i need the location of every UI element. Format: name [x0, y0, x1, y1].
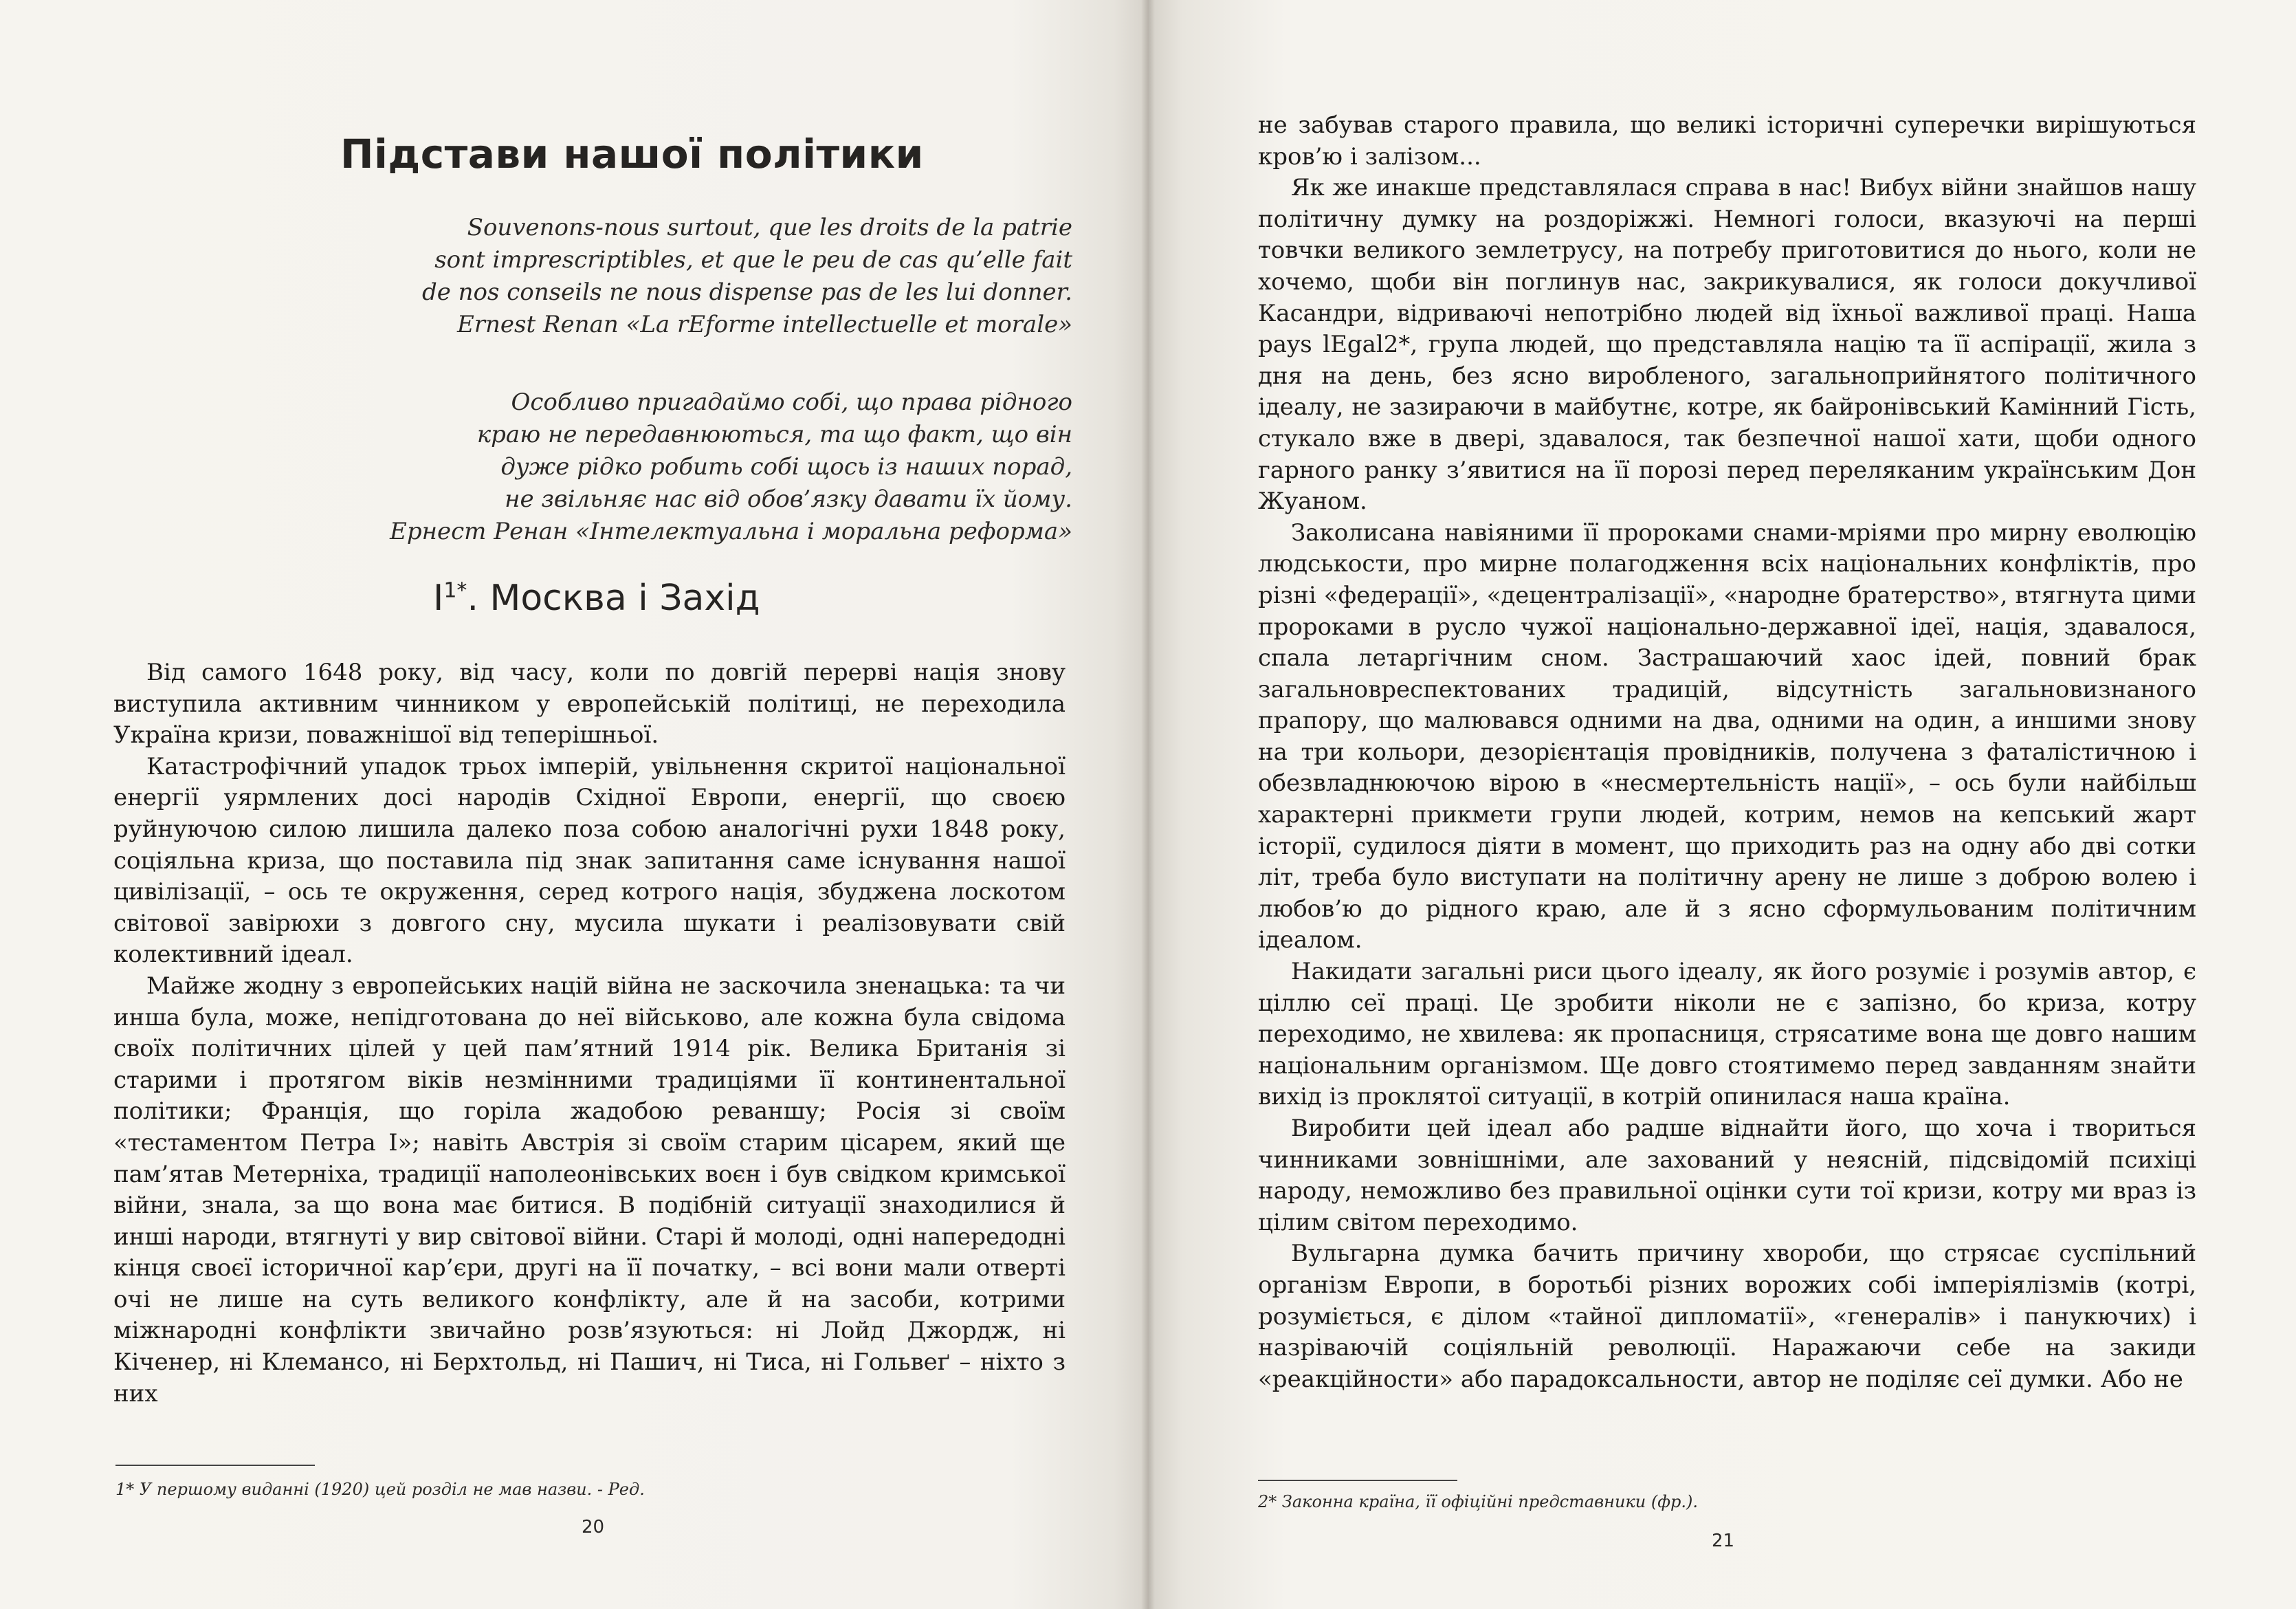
footnote-rule: [1258, 1480, 1457, 1481]
footnote: 1* У першому виданні (1920) цей розділ не мав назви. - Ред.: [115, 1480, 645, 1499]
paragraph: Катастрофічний упадок трьох імперій, увільнення скритої національної енергії уярмлених досі народів Східної Европи, енергії, що своєю руйнуючою силою лишила далеко поза собою аналогічні рухи 1848 року, соціяльна криза, що поставила під знак запитання саме існування нашої цивілізації, – ось те окруження, серед котрого нація, збуджена лоскотом світової завірюхи з довгого сну, мусила шукати і реалізовувати свій колективний ідеал.: [113, 752, 1066, 969]
epigraph-line: sont imprescriptibles, et que le peu de cas qu’elle fait: [434, 246, 1072, 274]
paragraph: Заколисана навіяними її пророками снами-мріями про мирну еволюцію людськости, про мирне полагодження всіх національних конфліктів, про різні «федерації», «децентралізації», «народне братерство», втягнута цими пророками в русло чужої національно-державної ідеї, нація, здавалося, спала летаргічним сном. Застрашаючий хаос ідей, повний брак загальновреспектованих традицій, відсутність загальновизнаного прапору, що малювався одними на два, одними на один, а иншими знову на три кольори, дезорієнтація провідників, получена з фаталістичною і обезвладнюючою вірою в «несмертельність нації», – ось були найбільш характерні прикмети групи людей, котрим, немов на кепський жарт історії, судилося діяти в момент, що приходить раз на одну або дві сотки літ, треба було виступати на політичну арену не лише з доброю волею і любов’ю до рідного краю, але й з ясно сформульованим політичним ідеалом.: [1258, 518, 2196, 954]
paragraph: Майже жодну з европейських націй війна не заскочила зненацька: та чи инша була, може, непідготована до неї військово, але кожна була свідома своїх політичних цілей у цей пам’ятний 1914 рік. Велика Британія зі старими і протягом віків незмінними традиціями її континентальної політики; Франція, що горіла жадобою реваншу; Росія зі своїм «тестаментом Петра І»; навіть Австрія зі своїм старим цісарем, який ще пам’ятав Метерніха, традиції наполеонівських воєн і був свідком кримської війни, знала, за що вона має битися. В подібній ситуації знаходилися й инші народи, втягнуті у вир світової війни. Старі й молоді, одні напередодні кінця своєї історичної кар’єри, другі на її початку, – всі вони мали отверті очі не лише на суть великого конфлікту, але й на засоби, котрими міжнародні конфлікти звичайно розв’язуються: ні Лойд Джордж, ні Кіченер, ні Клемансо, ні Берхтольд, ні Пашич, ні Тиса, ні Гольвеґ – ніхто з них: [113, 972, 1066, 1408]
epigraph-line: de nos conseils ne nous dispense pas de les lui donner.: [421, 278, 1072, 306]
left-body-text: [113, 657, 1066, 1410]
section-title: . Москва і Захід: [467, 578, 760, 619]
footnote-rule: [115, 1465, 315, 1466]
page-number: 20: [582, 1517, 605, 1537]
epigraph-french: [422, 212, 1072, 341]
epigraph-line: не звільняє нас від обов’язку давати їх йому.: [505, 485, 1072, 513]
epigraph-attribution: Ернест Ренан «Інтелектуальна і моральна реформа»: [390, 518, 1072, 545]
right-page: [1148, 0, 2296, 1609]
footnote: 2* Законна країна, її офіційні представники (фр.).: [1258, 1492, 1698, 1511]
paragraph: Виробити цей ідеал або радше віднайти його, що хоча і твориться чинниками зовнішніми, але захований у неясній, підсвідомій психіці народу, неможливо без правильної оцінки сути тої кризи, котру ми враз із цілим світом переходимо.: [1258, 1115, 2196, 1236]
chapter-title: Підстави нашої політики: [340, 131, 924, 177]
right-body-text: [1258, 110, 2196, 1395]
paragraph: Вульгарна думка бачить причину хвороби, що стрясає суспільний організм Европи, в боротьбі різних ворожих собі імперіялізмів (котрі, розуміється, є ділом «тайної дипломатії», «генералів» і панукючих) і назріваючій соціяльній революції. Наражаючи себе на закиди «реакційности» або парадоксальности, автор не поділяє сеї думки. Або не: [1258, 1240, 2196, 1393]
paragraph: Як же инакше представлялася справа в нас! Вибух війни знайшов нашу політичну думку на роздоріжжі. Немногі голоси, вказуючі на перші товчки великого землетрусу, на потребу приготовитися до нього, коли не хочемо, щоби він поглинув нас, закрикувалися, як голоси докучливої Касандри, відриваючі непотрібно людей від їхньої важливої праці. Наша pays lEgal2*, група людей, що представляла націю та її аспірації, жила з дня на день, без ясно виробленого, загальноприйнятого політичного ідеалу, не зазираючи в майбутнє, котре, як байронівський Камінний Гість, стукало вже в двері, здавалося, так безпечної нашої хати, щоби одного гарного ранку з’явитися на її порозі перед переляканим українським Дон Жуаном.: [1258, 174, 2196, 516]
section-heading: [433, 578, 760, 619]
epigraph-line: Souvenons-nous surtout, que les droits de la patrie: [467, 214, 1072, 241]
epigraph-line: дуже рідко робить собі щось із наших порад,: [500, 453, 1072, 481]
section-number: I: [433, 578, 444, 619]
footnote-marker: 1*: [443, 578, 467, 603]
page-number: 21: [1712, 1531, 1735, 1551]
epigraph-ukrainian: [390, 386, 1072, 548]
epigraph-attribution: Ernest Renan «La rEforme intellectuelle et morale»: [456, 311, 1072, 338]
paragraph: Накидати загальні риси цього ідеалу, як його розуміє і розумів автор, є ціллю сеї праці. Це зробити ніколи не є запізно, бо криза, котру переходимо, не хвилева: як пропасниця, стрясатиме вона ще довго нашим національним організмом. Ще довго стоятимемо перед завданням знайти вихід із проклятої ситуації, в котрій опинилася наша країна.: [1258, 958, 2196, 1111]
book-gutter: [1141, 0, 1155, 1609]
epigraph-line: Особливо пригадаймо собі, що права рідного: [511, 388, 1072, 416]
paragraph: Від самого 1648 року, від часу, коли по довгій перерві нація знову виступила активним чинником у европейській політиці, не переходила Україна кризи, поважнішої від теперішньої.: [113, 659, 1066, 749]
paragraph: не забував старого правила, що великі історичні суперечки вирішуються кров’ю і залізом...: [1258, 111, 2196, 171]
epigraph-line: краю не передавнюються, та що факт, що він: [476, 421, 1072, 448]
